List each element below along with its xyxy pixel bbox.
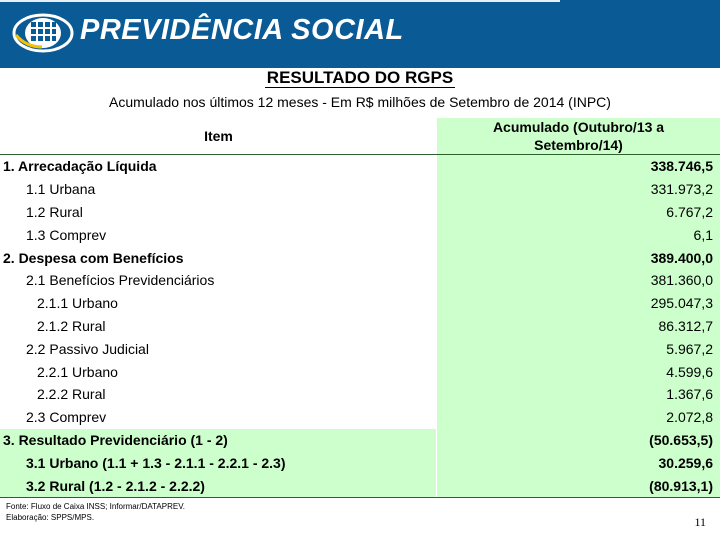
table-row bbox=[0, 383, 720, 406]
row-value: 30.259,6 bbox=[658, 454, 713, 471]
table-row bbox=[0, 429, 720, 453]
row-value: 1.367,6 bbox=[666, 386, 713, 403]
header-stripe bbox=[0, 0, 560, 2]
row-label: 1. Arrecadação Líquida bbox=[3, 158, 157, 175]
header-banner bbox=[0, 0, 720, 68]
row-value: 295.047,3 bbox=[650, 295, 713, 312]
page-title: RESULTADO DO RGPS bbox=[266, 68, 454, 87]
table-row bbox=[0, 474, 720, 497]
column-header-accumulated: Acumulado (Outubro/13 a Setembro/14) bbox=[492, 119, 665, 153]
row-label: 3.2 Rural (1.2 - 2.1.2 - 2.2.2) bbox=[26, 477, 205, 494]
table-row bbox=[0, 155, 720, 178]
row-value: 5.967,2 bbox=[666, 340, 713, 357]
table-row bbox=[0, 406, 720, 430]
table-row bbox=[0, 246, 720, 269]
brand-title: PREVIDÊNCIA SOCIAL bbox=[80, 14, 404, 46]
row-label: 2.2.1 Urbano bbox=[37, 363, 118, 380]
column-header-item: Item bbox=[204, 128, 233, 144]
row-value: 389.400,0 bbox=[650, 249, 713, 266]
row-value: 4.599,6 bbox=[666, 363, 713, 380]
table-row bbox=[0, 451, 720, 475]
table-row bbox=[0, 201, 720, 224]
table-bottom-rule bbox=[0, 497, 720, 498]
row-value: (80.913,1) bbox=[649, 477, 713, 494]
page-number: 11 bbox=[694, 515, 706, 529]
row-label: 3.1 Urbano (1.1 + 1.3 - 2.1.1 - 2.2.1 - 2.3) bbox=[26, 454, 286, 471]
row-label: 2.1.1 Urbano bbox=[37, 295, 118, 312]
table-row bbox=[0, 337, 720, 360]
table-header-row bbox=[0, 118, 720, 155]
row-label: 1.2 Rural bbox=[26, 203, 83, 220]
source-note: Fonte: Fluxo de Caixa INSS; Informar/DATAPREV. Elaboração: SPPS/MPS. bbox=[6, 502, 186, 522]
row-label: 1.3 Comprev bbox=[26, 226, 107, 243]
table-row bbox=[0, 269, 720, 292]
row-value: 6.767,2 bbox=[666, 203, 713, 220]
page-subtitle: Acumulado nos últimos 12 meses - Em R$ milhões de Setembro de 2014 (INPC) bbox=[109, 94, 611, 110]
row-value: 381.360,0 bbox=[650, 272, 713, 289]
row-label: 2.1.2 Rural bbox=[37, 317, 106, 334]
row-label: 2.2 Passivo Judicial bbox=[26, 340, 149, 357]
table-row bbox=[0, 360, 720, 383]
row-label: 2. Despesa com Benefícios bbox=[3, 249, 184, 266]
row-label: 1.1 Urbana bbox=[26, 181, 96, 198]
table-row bbox=[0, 178, 720, 201]
row-label: 2.2.2 Rural bbox=[37, 386, 106, 403]
row-value: 86.312,7 bbox=[658, 317, 713, 334]
table-row bbox=[0, 223, 720, 246]
row-value: 2.072,8 bbox=[666, 409, 713, 426]
row-value: 338.746,5 bbox=[650, 158, 713, 175]
row-value: 331.973,2 bbox=[650, 181, 713, 198]
results-table bbox=[0, 118, 720, 496]
row-value: 6,1 bbox=[693, 226, 713, 243]
table-row bbox=[0, 315, 720, 338]
row-value: (50.653,5) bbox=[649, 431, 713, 448]
ministry-logo-icon bbox=[12, 13, 74, 53]
row-label: 2.1 Benefícios Previdenciários bbox=[26, 272, 215, 289]
row-label: 3. Resultado Previdenciário (1 - 2) bbox=[3, 431, 228, 448]
table-row bbox=[0, 292, 720, 315]
row-label: 2.3 Comprev bbox=[26, 409, 107, 426]
